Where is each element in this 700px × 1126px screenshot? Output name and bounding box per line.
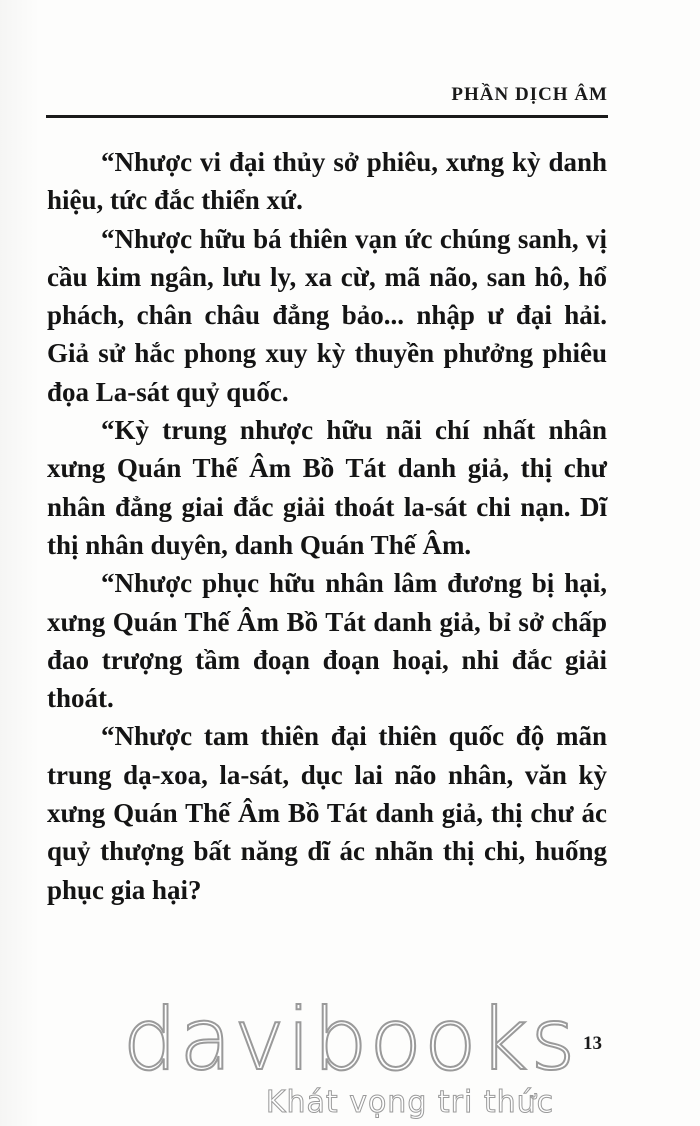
page-number: 13 bbox=[583, 1033, 602, 1054]
paragraph-4: “Nhược phục hữu nhân lâm đương bị hại, xưng Quán Thế Âm Bồ Tát danh giả, bỉ sở chấp đao trượng tầm đoạn đoạn hoại, nhi đắc giải thoát. bbox=[47, 568, 607, 714]
paragraph-1: “Nhược vi đại thủy sở phiêu, xưng kỳ danh hiệu, tức đắc thiển xứ. bbox=[47, 147, 607, 216]
running-header: PHẦN DỊCH ÂM bbox=[451, 84, 608, 105]
header-rule bbox=[46, 115, 608, 118]
paragraph-3: “Kỳ trung nhược hữu nãi chí nhất nhân xưng Quán Thế Âm Bồ Tát danh giả, thị chư nhân đẳng giai đắc giải thoát la-sát chi nạn. Dĩ thị nhân duyên, danh Quán Thế Âm. bbox=[47, 415, 607, 560]
paragraph-2: “Nhược hữu bá thiên vạn ức chúng sanh, vị cầu kim ngân, lưu ly, xa cừ, mã não, san hô, hổ phách, chân châu đẳng bảo... nhập ư đại hải. Giả sử hắc phong xuy kỳ thuyền phưởng phiêu đọa La-sát quỷ quốc. bbox=[47, 223, 607, 407]
paragraph-5: “Nhược tam thiên đại thiên quốc độ mãn trung dạ-xoa, la-sát, dục lai não nhân, văn kỳ xưng Quán Thế Âm Bồ Tát danh giả, thị chư ác quỷ thượng bất năng dĩ ác nhãn thị chi, huống phục gia hại? bbox=[47, 721, 607, 905]
watermark-logo: davibooks bbox=[122, 990, 578, 1090]
body-text bbox=[47, 143, 607, 909]
watermark-tagline: Khát vọng tri thức bbox=[265, 1085, 555, 1120]
page-edge-shadow bbox=[0, 0, 40, 1126]
